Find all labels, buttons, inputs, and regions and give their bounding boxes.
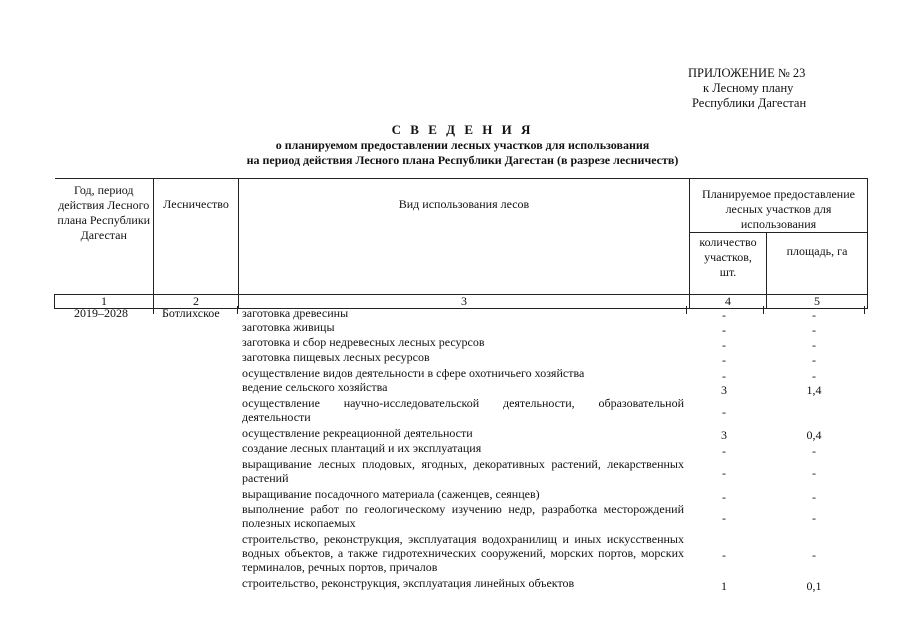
area-value: - — [812, 548, 816, 562]
area-value: - — [812, 308, 816, 322]
usage-item: строительство, реконструкция, эксплуатация водохранилищ и иных искусственных водных объектов, а также гидротехнических сооружений, морских портов, морских терминалов, речных портов, причалов — [242, 532, 684, 574]
area-value: 0,1 — [806, 579, 822, 593]
usage-item: выращивание посадочного материала (саженцев, сеянцев) — [242, 487, 540, 501]
usage-item: осуществление научно-исследовательской деятельности, образовательной деятельности — [242, 396, 684, 424]
header-period: Год, период действия Лесного плана Республики Дагестан — [55, 179, 154, 281]
header-planned: Планируемое предоставление лесных участков для использования — [690, 179, 868, 233]
usage-item: ведение сельского хозяйства — [242, 380, 388, 394]
area-value: - — [812, 323, 816, 337]
area-value: - — [812, 490, 816, 504]
header-forestry: Лесничество — [154, 179, 239, 281]
appendix-number: ПРИЛОЖЕНИЕ № 23 — [688, 66, 806, 80]
count-value: - — [722, 511, 726, 525]
appendix-reference: к Лесному плану — [703, 81, 794, 95]
area-value: - — [812, 369, 816, 383]
count-value: - — [722, 369, 726, 383]
count-value: 3 — [721, 428, 727, 442]
usage-item: осуществление видов деятельности в сфере охотничьего хозяйства — [242, 366, 585, 380]
column-number-5: 5 — [767, 294, 868, 308]
period-value: 2019–2028 — [74, 306, 128, 320]
area-value: 1,4 — [806, 383, 822, 397]
usage-item: заготовка пищевых лесных ресурсов — [242, 350, 430, 364]
column-number-2: 2 — [154, 294, 239, 308]
allocation-table-header — [54, 178, 868, 309]
area-value: - — [812, 444, 816, 458]
area-value: 0,4 — [806, 428, 822, 442]
usage-item: заготовка живицы — [242, 320, 335, 334]
count-value: - — [722, 338, 726, 352]
count-value: - — [722, 548, 726, 562]
usage-item: заготовка древесины — [242, 306, 349, 320]
column-number-4: 4 — [690, 294, 767, 308]
usage-item: выполнение работ по геологическому изучению недр, разработка месторождений полезных ископаемых — [242, 502, 684, 530]
appendix-region: Республики Дагестан — [692, 96, 807, 110]
count-value: 1 — [721, 579, 727, 593]
header-count: количество участков, шт. — [690, 233, 767, 281]
count-value: - — [722, 444, 726, 458]
area-value: - — [812, 353, 816, 367]
document-subtitle-1: о планируемом предоставлении лесных участков для использования — [275, 138, 650, 152]
usage-item: строительство, реконструкция, эксплуатация линейных объектов — [242, 576, 575, 590]
count-value: - — [722, 353, 726, 367]
column-number-1: 1 — [55, 294, 154, 308]
forestry-name: Ботлихское — [162, 306, 220, 320]
count-value: 3 — [721, 383, 727, 397]
count-value: - — [722, 405, 726, 419]
area-value: - — [812, 338, 816, 352]
document-title: С В Е Д Е Н И Я — [391, 122, 534, 137]
count-value: - — [722, 323, 726, 337]
area-value: - — [812, 511, 816, 525]
usage-item: осуществление рекреационной деятельности — [242, 426, 473, 440]
header-area: площадь, га — [767, 233, 868, 281]
column-number-3: 3 — [239, 294, 690, 308]
usage-item: создание лесных плантаций и их эксплуатация — [242, 441, 482, 455]
usage-item: заготовка и сбор недревесных лесных ресурсов — [242, 335, 485, 349]
usage-item: выращивание лесных плодовых, ягодных, декоративных растений, лекарственных растений — [242, 457, 684, 485]
count-value: - — [722, 466, 726, 480]
count-value: - — [722, 308, 726, 322]
document-subtitle-2: на период действия Лесного плана Республики Дагестан (в разрезе лесничеств) — [246, 153, 679, 167]
appendix-block — [688, 66, 868, 111]
count-value: - — [722, 490, 726, 504]
area-value: - — [812, 466, 816, 480]
header-usage: Вид использования лесов — [239, 179, 690, 281]
